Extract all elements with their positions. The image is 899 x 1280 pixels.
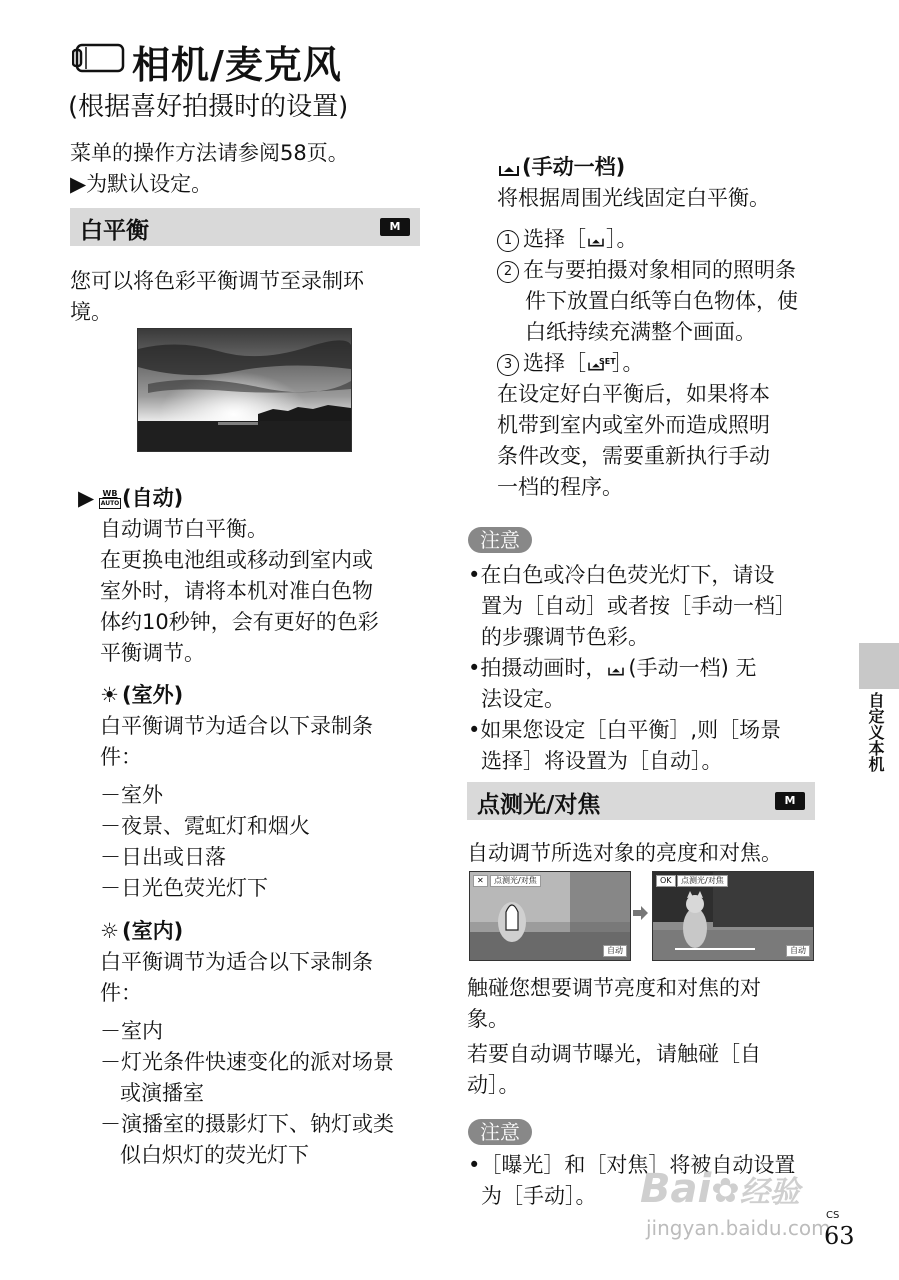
onepush-icon-inline xyxy=(586,226,606,240)
auto-line-4: 平衡调节。 xyxy=(100,641,205,665)
step-1-end: ］。 xyxy=(606,227,638,251)
note-1-line-0: •在白色或冷白色荧光灯下，请设 xyxy=(468,563,775,587)
indoor-line-0: 白平衡调节为适合以下录制条 xyxy=(100,950,373,974)
auto-line-3: 体约10秒钟，会有更好的色彩 xyxy=(100,610,379,634)
spot-desc: 自动调节所选对象的亮度和对焦。 xyxy=(467,841,782,865)
auto-button[interactable]: 自动 xyxy=(603,945,627,957)
onepush-set-icon xyxy=(586,350,616,366)
side-tab-label: 自定义本机 xyxy=(866,692,885,772)
indoor-item-1: －灯光条件快速变化的派对场景 xyxy=(100,1050,394,1074)
indoor-bulb-icon: ☼ xyxy=(100,919,119,943)
intro-line-1: 菜单的操作方法请参阅58页。 xyxy=(70,141,349,165)
indoor-item-3: －演播室的摄影灯下、钠灯或类 xyxy=(100,1112,394,1136)
note-1-text-0: 在白色或冷白色荧光灯下，请设 xyxy=(480,563,775,587)
after-line-2: 条件改变，需要重新执行手动 xyxy=(497,444,770,468)
arrow-right-icon xyxy=(633,905,649,921)
wb-desc-2: 境。 xyxy=(70,300,112,324)
indoor-item-4: 似白炽灯的荧光灯下 xyxy=(100,1143,310,1167)
watermark-brand-2: 经验 xyxy=(739,1175,800,1210)
camera-icon xyxy=(72,42,126,74)
step-2-line-1: 件下放置白纸等白色物体，使 xyxy=(525,289,798,313)
after-line-1: 机带到室内或室外而造成照明 xyxy=(497,413,770,437)
section-title: 白平衡 xyxy=(80,218,149,244)
close-button[interactable]: ✕ xyxy=(473,875,488,887)
intro-line-2: ▶为默认设定。 xyxy=(70,172,213,196)
section-header-white-balance xyxy=(70,208,420,246)
touch-line-0: 触碰您想要调节亮度和对焦的对 xyxy=(467,976,761,1000)
step-3-number: 3 xyxy=(497,354,519,376)
screen-title: 点测光/对焦 xyxy=(490,875,541,887)
movie-mode-icon: M xyxy=(380,218,410,236)
onepush-icon-note xyxy=(606,655,628,669)
note-3-line-1: 选择］将设置为［自动］。 xyxy=(481,749,723,773)
movie-mode-icon-2: M xyxy=(775,792,805,810)
step-1 xyxy=(497,224,638,255)
baidu-logo-watermark xyxy=(640,1166,800,1212)
spot-note-line-0: •［曝光］和［对焦］将被自动设置 xyxy=(468,1153,796,1177)
section-header-spot xyxy=(467,782,815,820)
watermark-brand: Bai xyxy=(640,1166,712,1212)
page-subtitle: (根据喜好拍摄时的设置) xyxy=(68,92,349,122)
page-lang: CS xyxy=(826,1210,840,1221)
spot-note-line-1: 为［手动］。 xyxy=(481,1184,597,1208)
indoor-item-2: 或演播室 xyxy=(100,1081,205,1105)
note-2-text-0: 拍摄动画时， xyxy=(480,656,607,680)
note-1-line-2: 的步骤调节色彩。 xyxy=(481,625,649,649)
side-tab xyxy=(859,643,899,689)
step-3-text: 选择［ xyxy=(523,351,586,375)
wb-desc-1: 您可以将色彩平衡调节至录制环 xyxy=(70,269,364,293)
step-1-text: 选择［ xyxy=(523,227,586,251)
outdoor-item-1: －夜景、霓虹灯和烟火 xyxy=(100,814,310,838)
page-title: 相机/麦克风 xyxy=(132,43,342,87)
screen-before xyxy=(469,871,631,961)
page-number: 63 xyxy=(824,1222,855,1250)
note-3-text-0: 如果您设定［白平衡］,则［场景 xyxy=(480,718,782,742)
touch-line-1: 象。 xyxy=(467,1007,509,1031)
paw-icon: ✿ xyxy=(711,1171,740,1211)
note-1-line-1: 置为［自动］或者按［手动一档］ xyxy=(481,594,796,618)
step-2-line-0: 在与要拍摄对象相同的照明条 xyxy=(523,258,796,282)
auto-line-0: 自动调节白平衡。 xyxy=(100,517,268,541)
note-2-line-0: •拍摄动画时， (手动一档) 无 xyxy=(468,656,757,680)
auto-line-1: 在更换电池组或移动到室内或 xyxy=(100,548,373,572)
ok-button[interactable]: OK xyxy=(656,875,676,887)
screen-title-2: 点测光/对焦 xyxy=(677,875,728,887)
note-2-text-1: (手动一档) 无 xyxy=(628,656,757,680)
outdoor-item-2: －日出或日落 xyxy=(100,845,226,869)
note-3-line-0: •如果您设定［白平衡］,则［场景 xyxy=(468,718,782,742)
auto-line-a: 若要自动调节曝光，请触碰［自 xyxy=(467,1042,761,1066)
onepush-label: (手动一档) xyxy=(522,155,626,179)
set-label: SET xyxy=(599,357,616,366)
outdoor-line-1: 件： xyxy=(100,745,142,769)
step-3-end: ］。 xyxy=(612,351,644,375)
auto-label: (自动) xyxy=(122,486,184,510)
auto-marker: ▶ xyxy=(78,486,95,510)
note-badge: 注意 xyxy=(468,527,532,553)
step-3 xyxy=(497,348,644,379)
outdoor-label: (室外) xyxy=(122,683,184,707)
step-1-number: 1 xyxy=(497,230,519,252)
onepush-desc: 将根据周围光线固定白平衡。 xyxy=(497,186,770,210)
section-title-spot: 点测光/对焦 xyxy=(477,792,601,818)
note-badge-2: 注意 xyxy=(468,1119,532,1145)
spot-note-text-0: ［曝光］和［对焦］将被自动设置 xyxy=(480,1153,796,1177)
indoor-line-1: 件： xyxy=(100,981,142,1005)
wb-auto-icon xyxy=(99,489,121,509)
indoor-label: (室内) xyxy=(122,919,184,943)
step-2 xyxy=(497,255,796,286)
outdoor-line-0: 白平衡调节为适合以下录制条 xyxy=(100,714,373,738)
outdoor-sun-icon: ☀ xyxy=(100,683,119,707)
sunset-photo xyxy=(137,328,352,452)
after-line-0: 在设定好白平衡后，如果将本 xyxy=(497,382,770,406)
after-line-3: 一档的程序。 xyxy=(497,475,623,499)
watermark-url: jingyan.baidu.com xyxy=(646,1216,831,1240)
indoor-item-0: －室内 xyxy=(100,1019,163,1043)
wb-auto-icon-top: WB xyxy=(102,489,118,498)
auto-button-2[interactable]: 自动 xyxy=(786,945,810,957)
onepush-icon xyxy=(498,160,520,178)
wb-auto-icon-bottom: AUTO xyxy=(100,500,120,507)
screen-after xyxy=(652,871,814,961)
step-2-line-2: 白纸持续充满整个画面。 xyxy=(525,320,756,344)
auto-line-2: 室外时，请将本机对准白色物 xyxy=(100,579,373,603)
outdoor-item-3: －日光色荧光灯下 xyxy=(100,876,268,900)
step-2-number: 2 xyxy=(497,261,519,283)
note-2-line-1: 法设定。 xyxy=(481,687,565,711)
auto-line-b: 动］。 xyxy=(467,1073,520,1097)
outdoor-item-0: －室外 xyxy=(100,783,163,807)
